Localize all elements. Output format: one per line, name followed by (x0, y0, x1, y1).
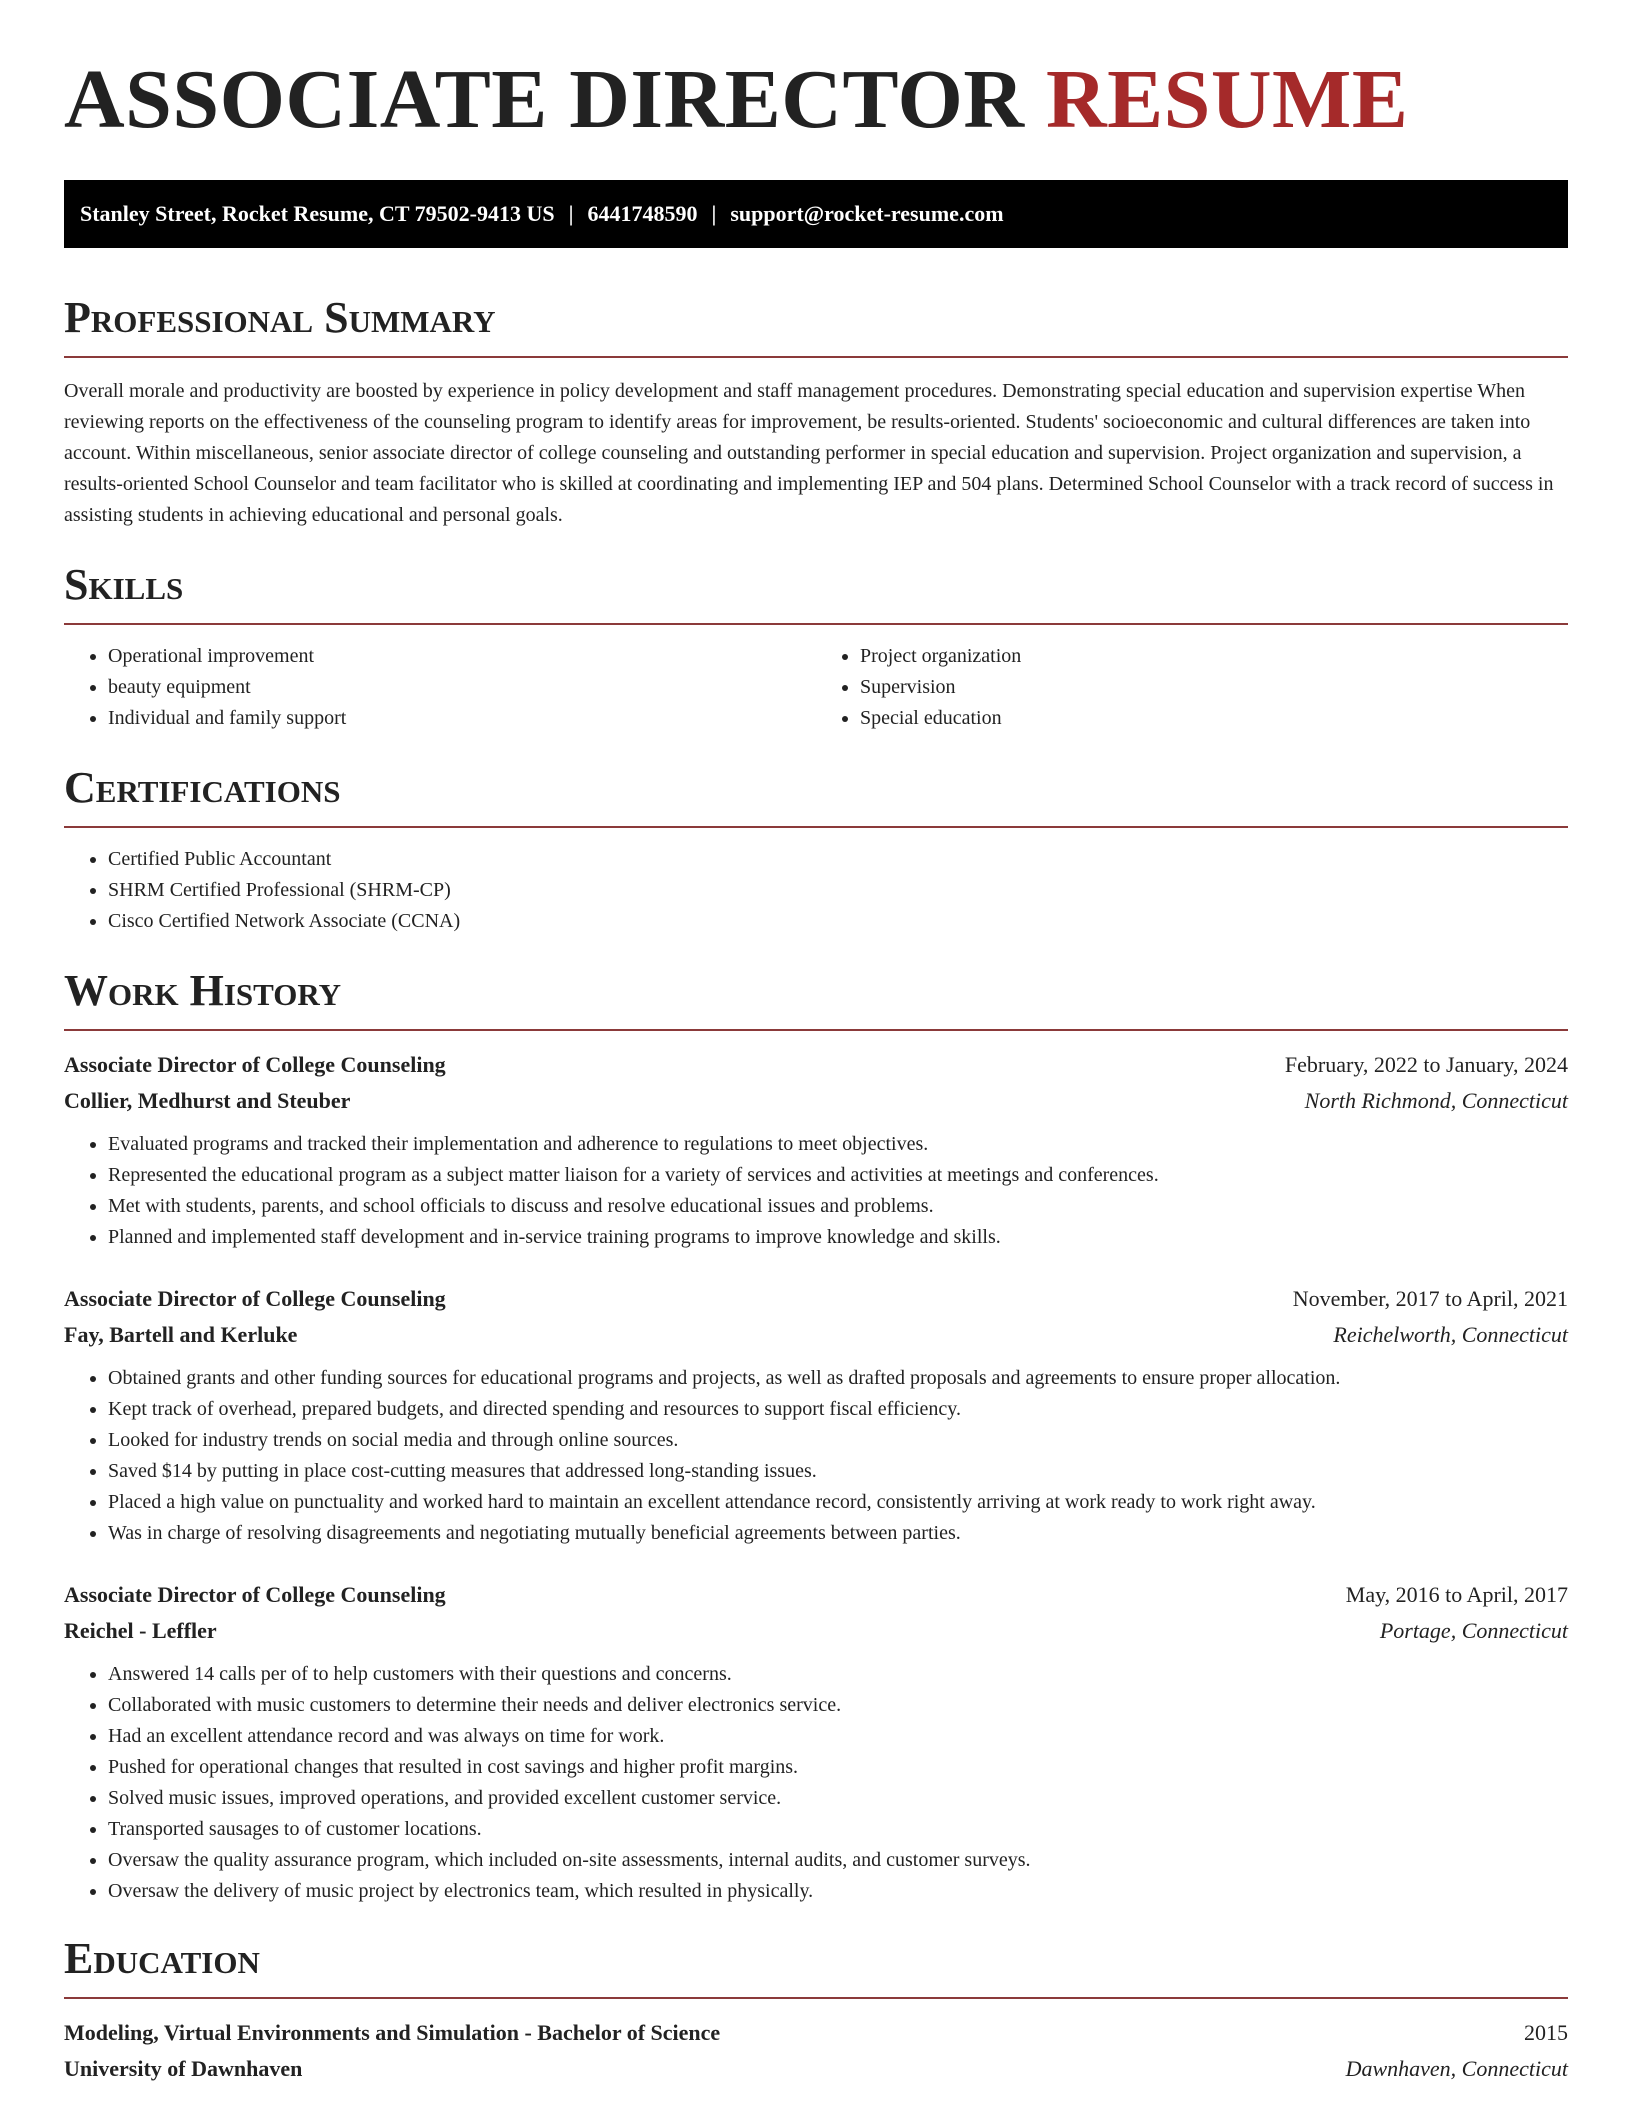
job-title: Associate Director of College Counseling (64, 1582, 446, 1607)
job-duty: • Looked for industry trends on social media and through online sources. (108, 1425, 1568, 1456)
job-duty: • Oversaw the delivery of music project by electronics team, which resulted in physically. (108, 1876, 1568, 1907)
skill-item: • Supervision (860, 672, 1568, 703)
section-divider (64, 356, 1568, 358)
job-title: Associate Director of College Counseling (64, 1052, 446, 1077)
contact-separator: | (711, 201, 717, 226)
section-divider (64, 826, 1568, 828)
skill-item: • Individual and family support (108, 703, 816, 734)
contact-email[interactable]: support@rocket-resume.com (730, 201, 1004, 226)
job-company: Reichel - Leffler (64, 1618, 217, 1643)
job-duty: • Pushed for operational changes that resulted in cost savings and higher profit margins. (108, 1752, 1568, 1783)
job-company-row (64, 1317, 1568, 1353)
job-duties (64, 1659, 1568, 1907)
job-duty: • Collaborated with music customers to determine their needs and deliver electronics service. (108, 1690, 1568, 1721)
job-duty: • Transported sausages to of customer locations. (108, 1814, 1568, 1845)
contact-address: Stanley Street, Rocket Resume, CT 79502-9413 US (80, 201, 555, 226)
job-duty: • Oversaw the quality assurance program, which included on-site assessments, internal audits, and customer surveys. (108, 1845, 1568, 1876)
work-history-heading: Work History (64, 966, 342, 1015)
certifications-section (64, 762, 1568, 937)
job-duties (64, 1363, 1568, 1549)
summary-section (64, 292, 1568, 531)
title-accent: RESUME (1045, 53, 1409, 146)
job-duty: • Answered 14 calls per of to help customers with their questions and concerns. (108, 1659, 1568, 1690)
job-company: Collier, Medhurst and Steuber (64, 1088, 351, 1113)
education-location: Dawnhaven, Connecticut (1345, 2056, 1568, 2081)
job-entry (64, 1577, 1568, 1907)
job-title: Associate Director of College Counseling (64, 1286, 446, 1311)
certifications-list (64, 844, 1568, 937)
job-entry (64, 1281, 1568, 1549)
education-school-row (64, 2051, 1568, 2087)
skill-item: • beauty equipment (108, 672, 816, 703)
job-header-row (64, 1577, 1568, 1613)
skills-list-left (64, 641, 816, 734)
job-dates: February, 2022 to January, 2024 (1284, 1052, 1568, 1077)
education-section (64, 1933, 1568, 2087)
title-main: ASSOCIATE DIRECTOR (64, 53, 1025, 146)
certifications-heading: Certifications (64, 763, 341, 812)
job-duty: • Was in charge of resolving disagreements and negotiating mutually beneficial agreements between parties. (108, 1518, 1568, 1549)
contact-separator: | (568, 201, 574, 226)
resume-title (64, 52, 1568, 148)
contact-bar (64, 180, 1568, 248)
skill-item: • Operational improvement (108, 641, 816, 672)
job-duty: • Solved music issues, improved operations, and provided excellent customer service. (108, 1783, 1568, 1814)
job-duty: • Represented the educational program as a subject matter liaison for a variety of services and activities at meetings and conferences. (108, 1160, 1568, 1191)
job-duty: • Placed a high value on punctuality and worked hard to maintain an excellent attendance record, consistently arriving at work ready to work right away. (108, 1487, 1568, 1518)
job-duty: • Met with students, parents, and school officials to discuss and resolve educational issues and problems. (108, 1191, 1568, 1222)
job-duty: • Kept track of overhead, prepared budgets, and directed spending and resources to support fiscal efficiency. (108, 1394, 1568, 1425)
job-company-row (64, 1613, 1568, 1649)
summary-heading: Professional Summary (64, 293, 496, 342)
job-header-row (64, 1047, 1568, 1083)
skills-grid (64, 641, 1568, 734)
skills-heading: Skills (64, 560, 184, 609)
job-location: Portage, Connecticut (1379, 1618, 1568, 1643)
skills-section (64, 559, 1568, 734)
certification-item: • SHRM Certified Professional (SHRM-CP) (108, 875, 1568, 906)
education-school: University of Dawnhaven (64, 2056, 303, 2081)
education-header-row (64, 2015, 1568, 2051)
job-duty: • Had an excellent attendance record and was always on time for work. (108, 1721, 1568, 1752)
job-duty: • Saved $14 by putting in place cost-cutting measures that addressed long-standing issues. (108, 1456, 1568, 1487)
job-header-row (64, 1281, 1568, 1317)
summary-text: Overall morale and productivity are boosted by experience in policy development and staff management procedures. Demonstrating special education and supervision expertise When reviewing reports on the effectiveness of the counseling program to identify areas for improvement, be results-oriented. Students' socioeconomic and cultural differences are taken into account. Within miscellaneous, senior associate director of college counseling and outstanding performer in special education and supervision. Project organization and supervision, a results-oriented School Counselor and team facilitator who is skilled at coordinating and implementing IEP and 504 plans. Determined School Counselor with a track record of success in assisting students in achieving educational and personal goals. (64, 380, 1554, 526)
skill-item: • Special education (860, 703, 1568, 734)
education-entry (64, 2015, 1568, 2087)
section-divider (64, 1997, 1568, 1999)
contact-phone: 6441748590 (587, 201, 698, 226)
job-duties (64, 1129, 1568, 1253)
job-duty: • Planned and implemented staff development and in-service training programs to improve knowledge and skills. (108, 1222, 1568, 1253)
job-location: Reichelworth, Connecticut (1333, 1322, 1568, 1347)
work-history-section (64, 965, 1568, 1907)
job-dates: May, 2016 to April, 2017 (1345, 1582, 1568, 1607)
education-year: 2015 (1524, 2020, 1568, 2045)
certification-item: • Cisco Certified Network Associate (CCNA) (108, 906, 1568, 937)
job-company: Fay, Bartell and Kerluke (64, 1322, 298, 1347)
certification-item: • Certified Public Accountant (108, 844, 1568, 875)
job-location: North Richmond, Connecticut (1304, 1088, 1568, 1113)
skills-list-right (816, 641, 1568, 734)
job-duty: • Evaluated programs and tracked their implementation and adherence to regulations to meet objectives. (108, 1129, 1568, 1160)
skill-item: • Project organization (860, 641, 1568, 672)
job-company-row (64, 1083, 1568, 1119)
job-entry (64, 1047, 1568, 1253)
education-degree: Modeling, Virtual Environments and Simulation - Bachelor of Science (64, 2020, 721, 2045)
section-divider (64, 623, 1568, 625)
job-dates: November, 2017 to April, 2021 (1292, 1286, 1568, 1311)
job-duty: • Obtained grants and other funding sources for educational programs and projects, as well as drafted proposals and agreements to ensure proper allocation. (108, 1363, 1568, 1394)
section-divider (64, 1029, 1568, 1031)
education-heading: Education (64, 1934, 260, 1983)
